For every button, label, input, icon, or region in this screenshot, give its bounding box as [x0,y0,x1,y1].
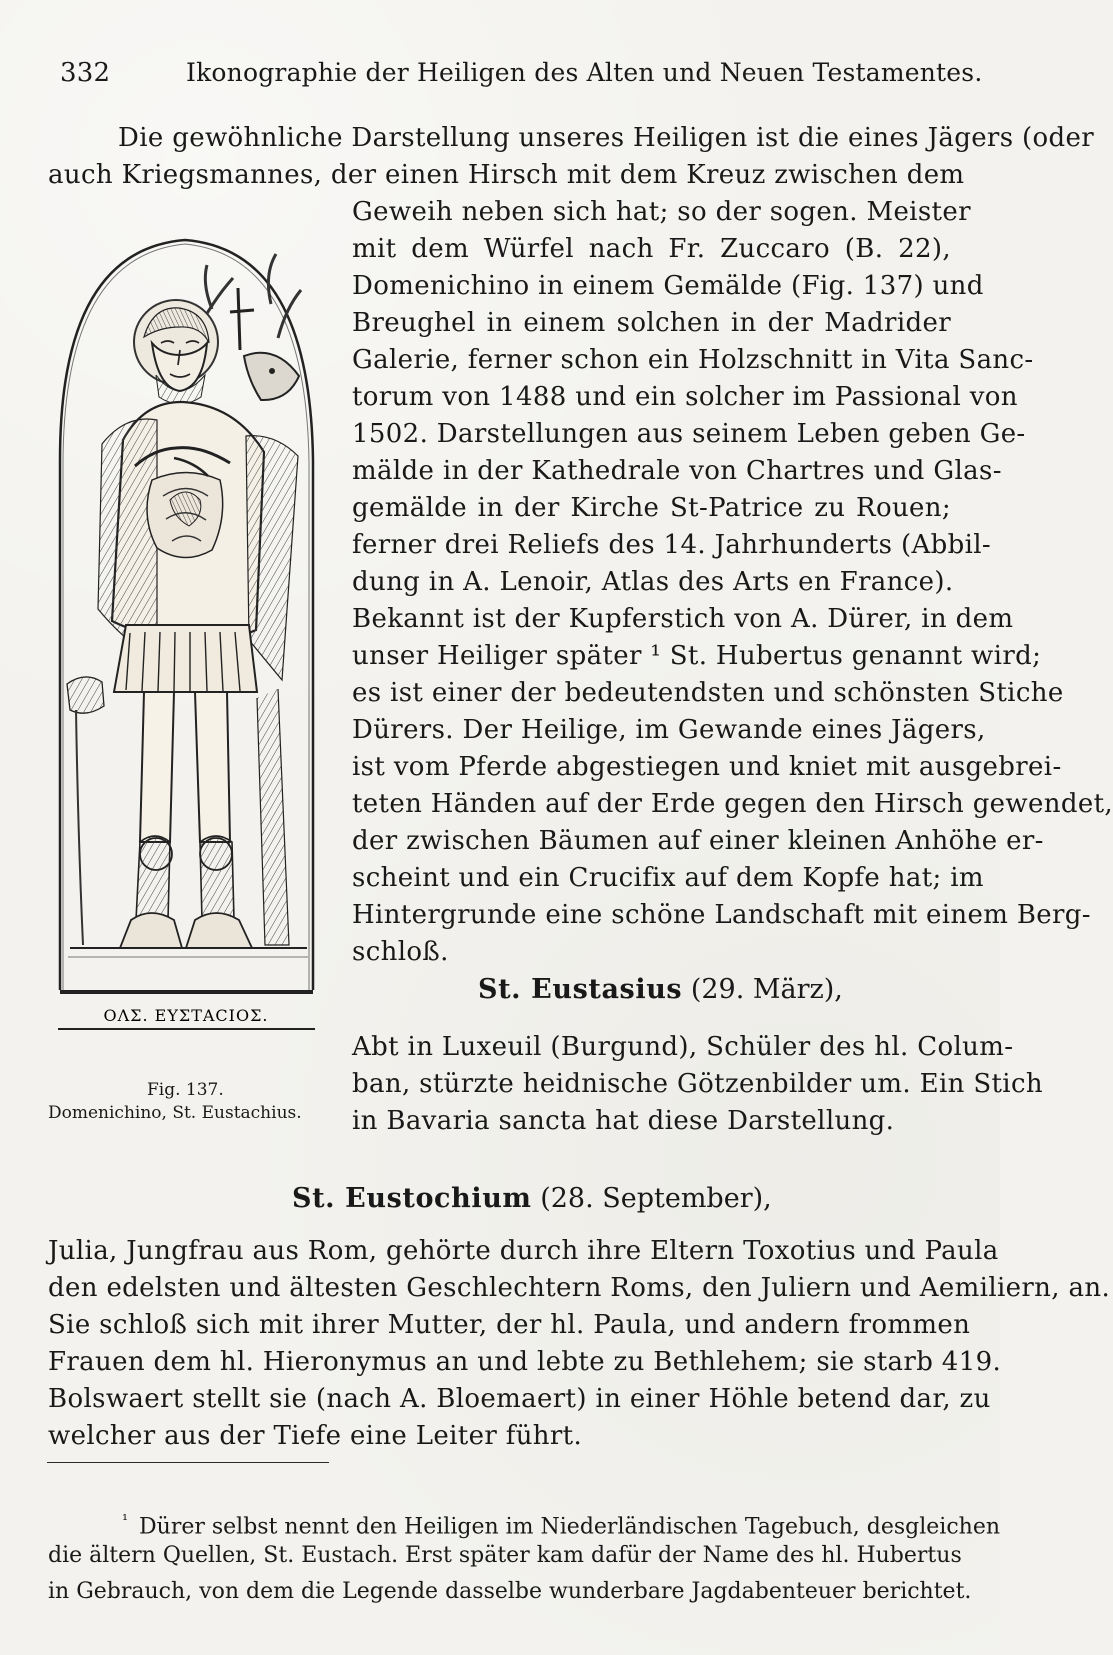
running-title: Ikonographie der Heiligen des Alten und Neuen Testamentes. [186,58,983,87]
section-heading-eustasius [478,973,843,1007]
text-line: Galerie, ferner schon ein Holzschnitt in Vita Sanc- [352,345,1034,375]
text-line: Domenichino in einem Gemälde (Fig. 137) und [352,271,984,301]
text-line: Hintergrunde eine schöne Landschaft mit einem Berg- [352,900,1091,930]
feast-date: (28. September), [540,1183,772,1214]
text-line: gemälde in der Kirche St-Patrice zu Rouen; [352,493,951,523]
text-line: dung in A. Lenoir, Atlas des Arts en France). [352,567,954,597]
footnote-divider [47,1462,329,1463]
text-line: Dürers. Der Heilige, im Gewande eines Jägers, [352,715,986,745]
text-line: mälde in der Kathedrale von Chartres und Glas- [352,456,1002,486]
intro-line: auch Kriegsmannes, der einen Hirsch mit dem Kreuz zwischen dem [48,160,965,190]
woodcut-illustration [50,230,325,1062]
text-line: welcher aus der Tiefe eine Leiter führt. [48,1421,583,1451]
text-line: ban, stürzte heidnische Götzenbilder um. Ein Stich [352,1069,1043,1099]
text-line: teten Händen auf der Erde gegen den Hirsch gewendet, [352,789,1113,819]
text-line: Breughel in einem solchen in der Madrider [352,308,951,338]
text-line: Bolswaert stellt sie (nach A. Bloemaert) in einer Höhle betend dar, zu [48,1384,991,1414]
text-line: es ist einer der bedeutendsten und schönsten Stiche [352,678,1064,708]
text-line: den edelsten und ältesten Geschlechtern Roms, den Juliern und Aemiliern, an. [48,1273,1111,1303]
saint-name: St. Eustasius [478,974,683,1005]
feast-date: (29. März), [690,974,843,1005]
text-line: torum von 1488 und ein solcher im Passional von [352,382,1018,412]
figure-caption: Domenichino, St. Eustachius. [48,1103,302,1123]
footnote-line [122,1504,1000,1543]
footnote-text: Dürer selbst nennt den Heiligen im Niederländischen Tagebuch, desgleichen [139,1514,1001,1540]
text-line: Sie schloß sich mit ihrer Mutter, der hl. Paula, und andern frommen [48,1310,971,1340]
figure-inscription: ΟΛΣ. ΕΥΣΤΑCΙΟΣ. [103,1006,269,1025]
figure-number: Fig. 137. [147,1080,224,1100]
text-line: schloß. [352,937,449,967]
footnote-line: in Gebrauch, von dem die Legende dasselbe wunderbare Jagdabenteuer berichtet. [48,1579,972,1604]
text-line: ferner drei Reliefs des 14. Jahrhunderts (Abbil- [352,530,992,560]
text-line: ist vom Pferde abgestiegen und kniet mit ausgebrei- [352,752,1062,782]
text-line: Bekannt ist der Kupferstich von A. Dürer, in dem [352,604,1014,634]
text-line: 1502. Darstellungen aus seinem Leben geben Ge- [352,419,1026,449]
text-line: Frauen dem hl. Hieronymus an und lebte zu Bethlehem; sie starb 419. [48,1347,1002,1377]
section-heading-eustochium [292,1182,772,1216]
text-line: Abt in Luxeuil (Burgund), Schüler des hl. Colum- [352,1032,1014,1062]
text-line: der zwischen Bäumen auf einer kleinen Anhöhe er- [352,826,1044,856]
text-line: unser Heiliger später ¹ St. Hubertus genannt wird; [352,641,1042,671]
page-header [60,58,983,98]
page-number: 332 [60,58,111,88]
text-line: in Bavaria sancta hat diese Darstellung. [352,1106,895,1136]
text-line: mit dem Würfel nach Fr. Zuccaro (B. 22), [352,234,951,264]
footnote-line: die ältern Quellen, St. Eustach. Erst später kam dafür der Name des hl. Hubertus [48,1543,962,1568]
text-line: Geweih neben sich hat; so der sogen. Meister [352,197,971,227]
saint-eustachius-illustration [50,230,325,1062]
text-line: Julia, Jungfrau aus Rom, gehörte durch ihre Eltern Toxotius und Paula [48,1236,999,1266]
text-line: scheint und ein Crucifix auf dem Kopfe hat; im [352,863,984,893]
footnote-marker: ¹ [122,1511,129,1529]
saint-name: St. Eustochium [292,1183,532,1214]
intro-line: Die gewöhnliche Darstellung unseres Heiligen ist die eines Jägers (oder [118,123,1095,153]
